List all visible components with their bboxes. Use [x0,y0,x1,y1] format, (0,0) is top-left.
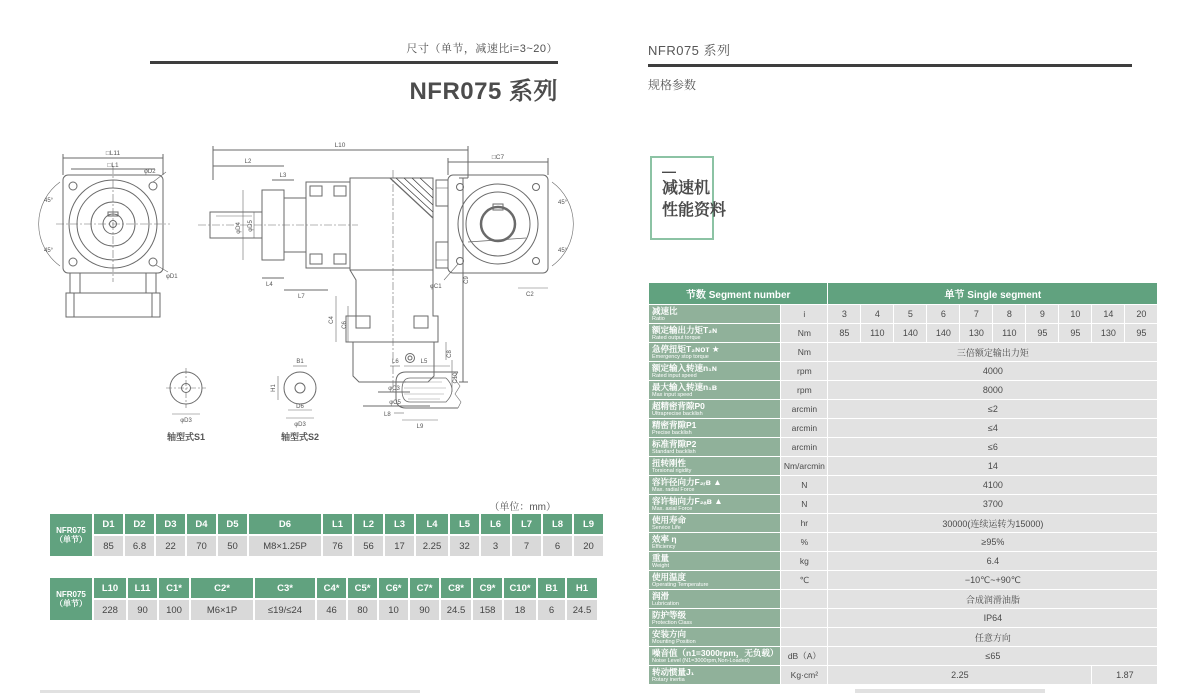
table-row [649,571,1157,589]
row-unit: Nm [781,343,827,361]
spec-value: 85 [828,324,860,342]
dim-value-cell: 32 [450,536,479,556]
row-label-cn: 使用温度 [652,571,687,582]
dim-header-cell: L4 [416,514,448,534]
dim-header-cell: L9 [574,514,603,534]
row-unit: dB（A） [781,647,827,665]
spec-value: 95 [1026,324,1058,342]
row-label-en: Operating Temperature [652,581,709,588]
row-unit: Kg·cm² [781,666,827,684]
table-row [649,324,1157,342]
spec-header-right: 单节 Single segment [828,283,1157,304]
right-header [648,40,1132,93]
dim-label-C2: C2 [526,292,534,298]
dim-header-cell: D5 [218,514,247,534]
dim2-series: NFR075 [56,590,86,599]
row-label-cn: 安装方向 [652,628,687,639]
dim-header-cell: C4* [317,578,346,598]
row-unit: arcmin [781,438,827,456]
shaft-s2 [271,359,319,442]
dim-value-cell: 20 [574,536,603,556]
row-unit: arcmin [781,400,827,418]
spec-value: 10 [1059,305,1091,323]
dim-value-cell: 56 [354,536,383,556]
dim-value-cell: 6 [543,536,572,556]
dim-value-cell: 158 [473,600,502,620]
unit-note: （单位：mm） [489,502,556,513]
spec-value: 14 [828,457,1157,475]
table-row [649,609,1157,627]
row-label-cn: 最大输入转速n₁ʙ [652,381,717,392]
spec-header-row [649,283,1157,304]
spec-value: 8000 [828,381,1157,399]
dim-header-cell: C9* [473,578,502,598]
badge-dash: — [662,163,676,179]
dim-value-cell: 22 [156,536,185,556]
row-label-cn: 防护等级 [652,609,687,620]
dim-header-cell: L3 [385,514,414,534]
spec-value: 任意方向 [828,628,1157,646]
dim-value-cell: 24.5 [441,600,471,620]
spec-value: ≤2 [828,400,1157,418]
spec-value: 4100 [828,476,1157,494]
dim-value-cell: 90 [410,600,439,620]
output-view [430,154,573,298]
spec-value: 95 [1059,324,1091,342]
series-name: NFR075 系列 [648,43,731,58]
table-row [649,495,1157,513]
dim-header-cell: L7 [512,514,541,534]
dim-label-L7: L7 [298,294,305,300]
spec-value: 110 [993,324,1025,342]
dim-label-L9: L9 [416,424,424,430]
dimension-table-2 [48,576,599,622]
dim-value-cell: 85 [94,536,123,556]
row-label-cn: 超精密背隙P0 [652,400,705,411]
performance-badge [650,156,727,240]
dim-value-cell: 50 [218,536,247,556]
dim-header-cell: C2* [191,578,253,598]
dim-value-cell: 80 [348,600,377,620]
dim-value-cell: 10 [379,600,408,620]
dim-label-D1: φD1 [166,274,178,280]
dim-value-cell: ≤19/≤24 [255,600,315,620]
dim-label-C9: C9 [464,276,470,284]
dim-value-cell: 3 [481,536,510,556]
dim-label-45d: 45° [558,248,568,254]
table-row [649,514,1157,532]
dim-label-C5: φC5 [389,400,401,406]
dim-value-cell: 6 [538,600,565,620]
row-label-cn: 标准背隙P2 [652,438,697,449]
dim-label-s2-D6: D6 [296,404,304,410]
row-label-cn: 额定输入转速n₁ɴ [652,362,717,373]
row-label-cn: 噪音值（n1=3000rpm，无负载） [652,647,779,658]
dim-header-cell: L11 [128,578,157,598]
dim-header-cell: C3* [255,578,315,598]
spec-value: 5 [894,305,926,323]
key-shaft-detail [384,359,461,430]
spec-value: 三倍额定输出力矩 [828,343,1157,361]
spec-value: 30000(连续运转为15000) [828,514,1157,532]
row-label-en: Service Life [652,524,681,531]
row-unit: N [781,476,827,494]
shaft-s2-label: 轴型式S2 [280,432,320,442]
dim-label-C10: C10 [453,372,459,384]
dim-label-L2: L2 [244,159,252,165]
table-row [649,590,1157,608]
row-unit [781,609,827,627]
side-view [198,142,470,406]
dim-value-cell: 17 [385,536,414,556]
table-row [649,438,1157,456]
table-row [649,381,1157,399]
row-label-en: Mounting Position [652,638,696,645]
spec-value: 20 [1125,305,1157,323]
dim-label-C6: C6 [342,321,348,329]
table-row [649,343,1157,361]
table-row [649,552,1157,570]
row-label-en: Ratio [652,315,665,322]
spec-value: ≤4 [828,419,1157,437]
row-label-cn: 精密背隙P1 [652,419,697,430]
spec-value: 7 [960,305,992,323]
dim-label-L8: L8 [384,412,391,418]
spec-value: 8 [993,305,1025,323]
row-label-en: Lubrication [652,600,679,607]
row-unit: ℃ [781,571,827,589]
row-label-en: Emergency stop torque [652,353,709,360]
spec-value: 14 [1092,305,1124,323]
left-header-rule [150,61,558,64]
dim-value-cell: 24.5 [567,600,597,620]
row-label-en: Rated output torque [652,334,701,341]
table-row [649,457,1157,475]
dim1-row-header [50,514,92,556]
dim-label-L4: L4 [266,282,273,288]
dim-header-cell: L6 [481,514,510,534]
row-label-cn: 润滑 [652,590,670,601]
spec-subtitle: 规格参数 [648,78,697,92]
dim-header-cell: C7* [410,578,439,598]
dim-label-L11: □L11 [105,150,121,157]
dim-value-cell: 70 [187,536,216,556]
row-label-en: Noise Level (N1=3000rpm,Non-Loaded) [652,657,750,664]
dim-header-cell: D2 [125,514,154,534]
dim-label-C7: □C7 [491,154,505,161]
row-label-en: Weight [652,562,670,569]
row-unit: % [781,533,827,551]
row-unit: rpm [781,362,827,380]
left-header [150,40,558,106]
dim-label-D5: φD5 [248,220,254,232]
row-label-cn: 效率 η [652,533,677,544]
dim-header-cell: L1 [323,514,352,534]
table-row [649,362,1157,380]
dim-header-cell: L2 [354,514,383,534]
spec-value: 4 [861,305,893,323]
badge-line2: 性能资料 [662,202,727,219]
spec-value: ≤65 [828,647,1157,665]
dim-label-C1: φC1 [430,284,442,290]
row-label-en: Protection Class [652,619,693,626]
dim-label-L10: L10 [334,142,346,149]
dim-header-cell: L10 [94,578,126,598]
table-row [649,476,1157,494]
dim-label-L5: L5 [420,359,428,365]
spec-value: 95 [1125,324,1157,342]
row-label-en: Torsional rigidity [652,467,692,474]
dim1-segment: （单节） [55,535,87,544]
row-label-cn: 额定输出力矩T₂ɴ [652,324,718,335]
row-label-en: Precise backlish [652,429,692,436]
dim-value-cell: 76 [323,536,352,556]
spec-value: 1.87 [1092,666,1157,684]
dim-value-cell: 18 [504,600,536,620]
dim-header-cell: H1 [567,578,597,598]
row-unit: arcmin [781,419,827,437]
row-unit: kg [781,552,827,570]
dim-label-s1-D3: φD3 [180,418,192,424]
row-label-en: Max. radial Force [652,486,695,493]
spec-value: 3 [828,305,860,323]
dim-value-cell: 7 [512,536,541,556]
spec-value: 130 [960,324,992,342]
dim-label-C3: φC3 [388,386,400,392]
right-header-rule [648,64,1132,67]
row-unit: Nm/arcmin [781,457,827,475]
dim-value-cell: 46 [317,600,346,620]
spec-value: 4000 [828,362,1157,380]
dim-header-cell: L8 [543,514,572,534]
row-label-en: Standard backlish [652,448,696,455]
table-row [649,533,1157,551]
technical-drawing [38,120,583,465]
row-label-en: Efficiency [652,543,676,550]
dim-value-cell: 6.8 [125,536,154,556]
table-row [649,400,1157,418]
left-page-title: NFR075 系列 [409,78,558,105]
row-unit: N [781,495,827,513]
spec-table [648,282,1158,685]
dim-label-s2-D3: φD3 [294,422,306,428]
row-label-cn: 转动惯量J₁ [652,666,695,677]
dimension-note: 尺寸（单节，减速比i=3~20） [406,43,558,55]
dim-value-cell: M6×1P [191,600,253,620]
spec-value: ≥95% [828,533,1157,551]
dim-label-L3: L3 [279,173,287,179]
dim-label-45a: 45° [44,198,54,204]
spec-value: 9 [1026,305,1058,323]
shaft-s1-label: 轴型式S1 [166,432,206,442]
spec-value: 140 [894,324,926,342]
row-unit: hr [781,514,827,532]
dim-header-cell: L5 [450,514,479,534]
spec-value: 3700 [828,495,1157,513]
dim2-row-header [50,578,92,620]
row-label-cn: 急停扭矩T₂ɴᴏᴛ ★ [652,343,720,354]
table-row [649,419,1157,437]
row-label-en: Max input speed [652,391,693,398]
dim-header-cell: C1* [159,578,189,598]
spec-value: 2.25 [828,666,1091,684]
spec-value: 110 [861,324,893,342]
dim-header-cell: D1 [94,514,123,534]
dim-label-C4: C4 [329,316,335,324]
dim-header-cell: C6* [379,578,408,598]
table-row [649,666,1157,684]
dim-label-D4: φD4 [236,222,242,234]
dim-header-cell: B1 [538,578,565,598]
cutoff-text-right [855,689,1045,693]
dim-header-cell: D3 [156,514,185,534]
row-unit [781,628,827,646]
dimension-table-1 [48,512,605,558]
shaft-s1 [166,368,206,442]
spec-value: 6.4 [828,552,1157,570]
row-label-en: Rated input speed [652,372,697,379]
row-label-en: Rotary inertia [652,676,685,683]
badge-line1: 减速机 [662,180,711,197]
row-label-cn: 重量 [652,552,670,563]
spec-value: 140 [927,324,959,342]
row-unit: Nm [781,324,827,342]
dim-header-cell: D4 [187,514,216,534]
spec-value: 6 [927,305,959,323]
row-label-cn: 容许轴向力F₂ₐʙ ▲ [652,495,723,506]
dim2-segment: （单节） [55,599,87,608]
spec-value: 合成润滑油脂 [828,590,1157,608]
dim-value-cell: M8×1.25P [249,536,321,556]
dim1-series: NFR075 [56,526,86,535]
table-row [649,647,1157,665]
dim-value-cell: 90 [128,600,157,620]
dim-label-s2-H1: H1 [271,384,277,392]
dim-value-cell: 100 [159,600,189,620]
row-label-cn: 扭转刚性 [652,457,687,468]
row-label-en: Max. axial Force [652,505,693,512]
row-label-cn: 使用寿命 [652,514,687,525]
row-label-cn: 减速比 [652,305,678,316]
spec-value: −10℃~+90℃ [828,571,1157,589]
row-label-cn: 容许径向力F₂ᵣʙ ▲ [652,476,722,487]
dim-label-L1: □L1 [107,162,119,169]
dim-label-C8: C8 [447,350,453,358]
dim-label-45b: 45° [44,248,54,254]
dim-header-cell: C10* [504,578,536,598]
spec-value: IP64 [828,609,1157,627]
row-unit: rpm [781,381,827,399]
row-unit: i [781,305,827,323]
spec-value: ≤6 [828,438,1157,456]
row-label-en: Ultraprecise backlish [652,410,703,417]
dim-label-45c: 45° [558,200,568,206]
front-view [39,150,179,317]
dim-label-s2-B1: B1 [296,359,304,365]
dim-label-D2: φD2 [144,169,156,175]
dim-label-L6: L6 [392,359,399,365]
dim-header-cell: C8* [441,578,471,598]
dim-header-cell: D6 [249,514,321,534]
dim-value-cell: 228 [94,600,126,620]
table-row [649,628,1157,646]
table-row [649,305,1157,323]
dim-header-cell: C5* [348,578,377,598]
dim-value-cell: 2.25 [416,536,448,556]
spec-header-left: 节数 Segment number [649,283,827,304]
row-unit [781,590,827,608]
spec-value: 130 [1092,324,1124,342]
